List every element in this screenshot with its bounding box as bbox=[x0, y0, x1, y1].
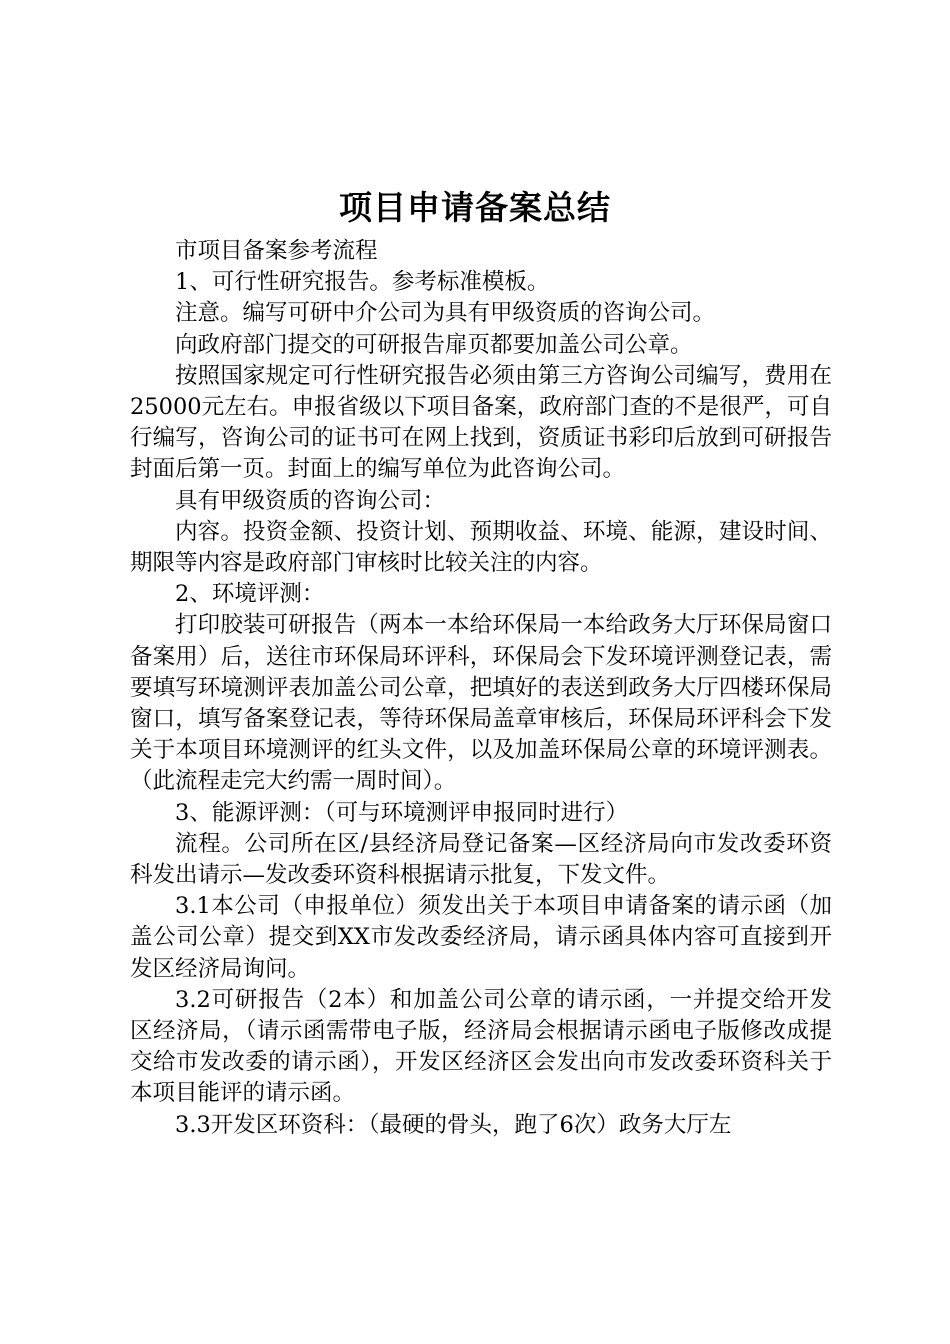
paragraph-content: 内容。投资金额、投资计划、预期收益、环境、能源，建设时间、期限等内容是政府部门审核时比较关注的内容。 bbox=[130, 518, 832, 577]
paragraph-qualified-company: 具有甲级资质的咨询公司： bbox=[175, 487, 446, 514]
paragraph-step-3-3: 3.3开发区环资科：（最硬的骨头，跑了6次）政务大厅左 bbox=[175, 1111, 732, 1138]
paragraph-step-3-1: 3.1本公司（申报单位）须发出关于本项目申请备案的请示函（加盖公司公章）提交到XX市发改委经济局，请示函具体内容可直接到开发区经济局询问。 bbox=[130, 893, 832, 982]
paragraph-step-1: 1、可行性研究报告。参考标准模板。 bbox=[175, 269, 550, 296]
paragraph-third-party: 按照国家规定可行性研究报告必须由第三方咨询公司编写，费用在25000元左右。申报省级以下项目备案，政府部门查的不是很严，可自行编写，咨询公司的证书可在网上找到，资质证书彩印后放到可研报告封面后第一页。封面上的编写单位为此咨询公司。 bbox=[130, 362, 832, 483]
paragraph-intro: 市项目备案参考流程 bbox=[175, 238, 378, 264]
paragraph-step-3-2: 3.2可研报告（2本）和加盖公司公章的请示函，一并提交给开发区经济局，（请示函需带电子版，经济局会根据请示函电子版修改成提交给市发改委的请示函），开发区经济区会发出向市发改委环资科关于本项目能评的请示函。 bbox=[130, 986, 832, 1107]
paragraph-step-3: 3、能源评测：（可与环境测评申报同时进行） bbox=[175, 799, 629, 826]
paragraph-note: 注意。编写可研中介公司为具有甲级资质的咨询公司。 bbox=[175, 300, 716, 327]
paragraph-seal: 向政府部门提交的可研报告扉页都要加盖公司公章。 bbox=[175, 331, 693, 358]
paragraph-environment-process: 打印胶装可研报告（两本一本给环保局一本给政务大厅环保局窗口备案用）后，送往市环保局环评科，环保局会下发环境评测登记表，需要填写环境测评表加盖公司公章，把填好的表送到政务大厅四楼环保局窗口，填写备案登记表，等待环保局盖章审核后，环保局环评科会下发关于本项目环境测评的红头文件，以及加盖环保局公章的环境评测表。（此流程走完大约需一周时间）。 bbox=[130, 612, 832, 795]
paragraph-step-2: 2、环境评测： bbox=[175, 581, 325, 608]
page-title: 项目申请备案总结 bbox=[339, 188, 611, 227]
document-body bbox=[130, 236, 832, 1141]
paragraph-energy-process: 流程。公司所在区/县经济局登记备案—区经济局向市发改委环资科发出请示—发改委环资科根据请示批复，下发文件。 bbox=[130, 830, 832, 889]
